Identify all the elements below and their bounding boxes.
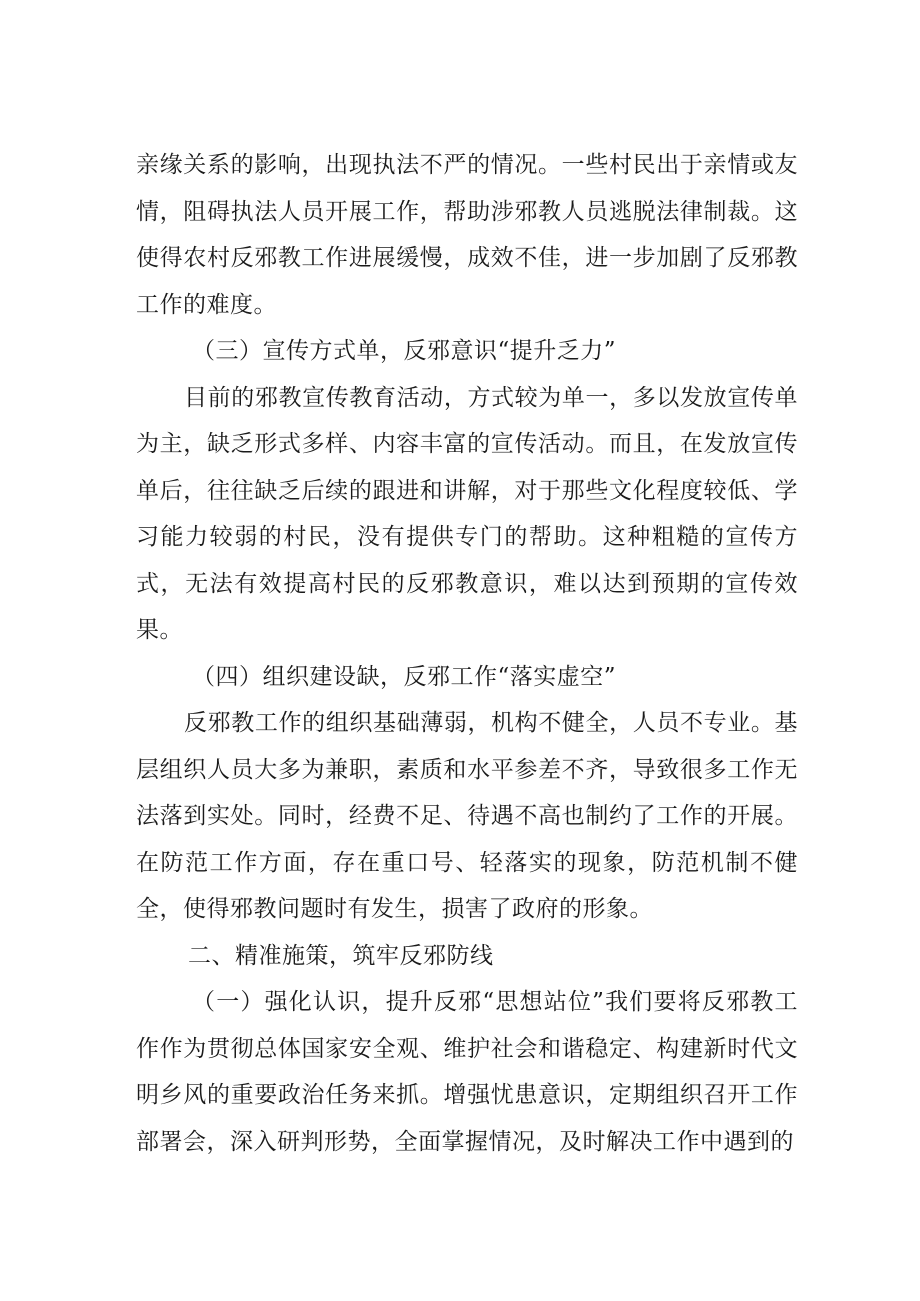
subheading-section-three: （三）宣传方式单，反邪意识“提升乏力”: [192, 338, 617, 364]
document-body: [136, 142, 798, 1165]
paragraph-propaganda: 目前的邪教宣传教育活动，方式较为单一，多以发放宣传单为主，缺乏形式多样、内容丰富的宣传活动。而且，在发放宣传单后，往往缺乏后续的跟进和讲解，对于那些文化程度较低、学习能力较弱的村民，没有提供专门的帮助。这种粗糙的宣传方式，无法有效提高村民的反邪教意识，难以达到预期的宣传效果。: [136, 384, 798, 643]
heading-part-two: 二、精准施策，筑牢反邪防线: [188, 942, 494, 969]
paragraph-organization: 反邪教工作的组织基础薄弱，机构不健全，人员不专业。基层组织人员大多为兼职，素质和水平参差不齐，导致很多工作无法落到实处。同时，经费不足、待遇不高也制约了工作的开展。在防范工作方面，存在重口号、轻落实的现象，防范机制不健全，使得邪教问题时有发生，损害了政府的形象。: [136, 710, 798, 922]
paragraph-strengthen-awareness: （一）强化认识，提升反邪“思想站位”我们要将反邪教工作作为贯彻总体国家安全观、维护社会和谐稳定、构建新时代文明乡风的重要政治任务来抓。增强忧患意识，定期组织召开工作部署会，深入研判形势，全面掌握情况，及时解决工作中遇到的: [136, 989, 798, 1155]
subheading-section-four: （四）组织建设缺，反邪工作“落实虚空”: [192, 663, 617, 690]
paragraph-continued: 亲缘关系的影响，出现执法不严的情况。一些村民出于亲情或友情，阻碍执法人员开展工作，帮助涉邪教人员逃脱法律制裁。这使得农村反邪教工作进展缓慢，成效不佳，进一步加剧了反邪教工作的难度。: [136, 152, 798, 318]
